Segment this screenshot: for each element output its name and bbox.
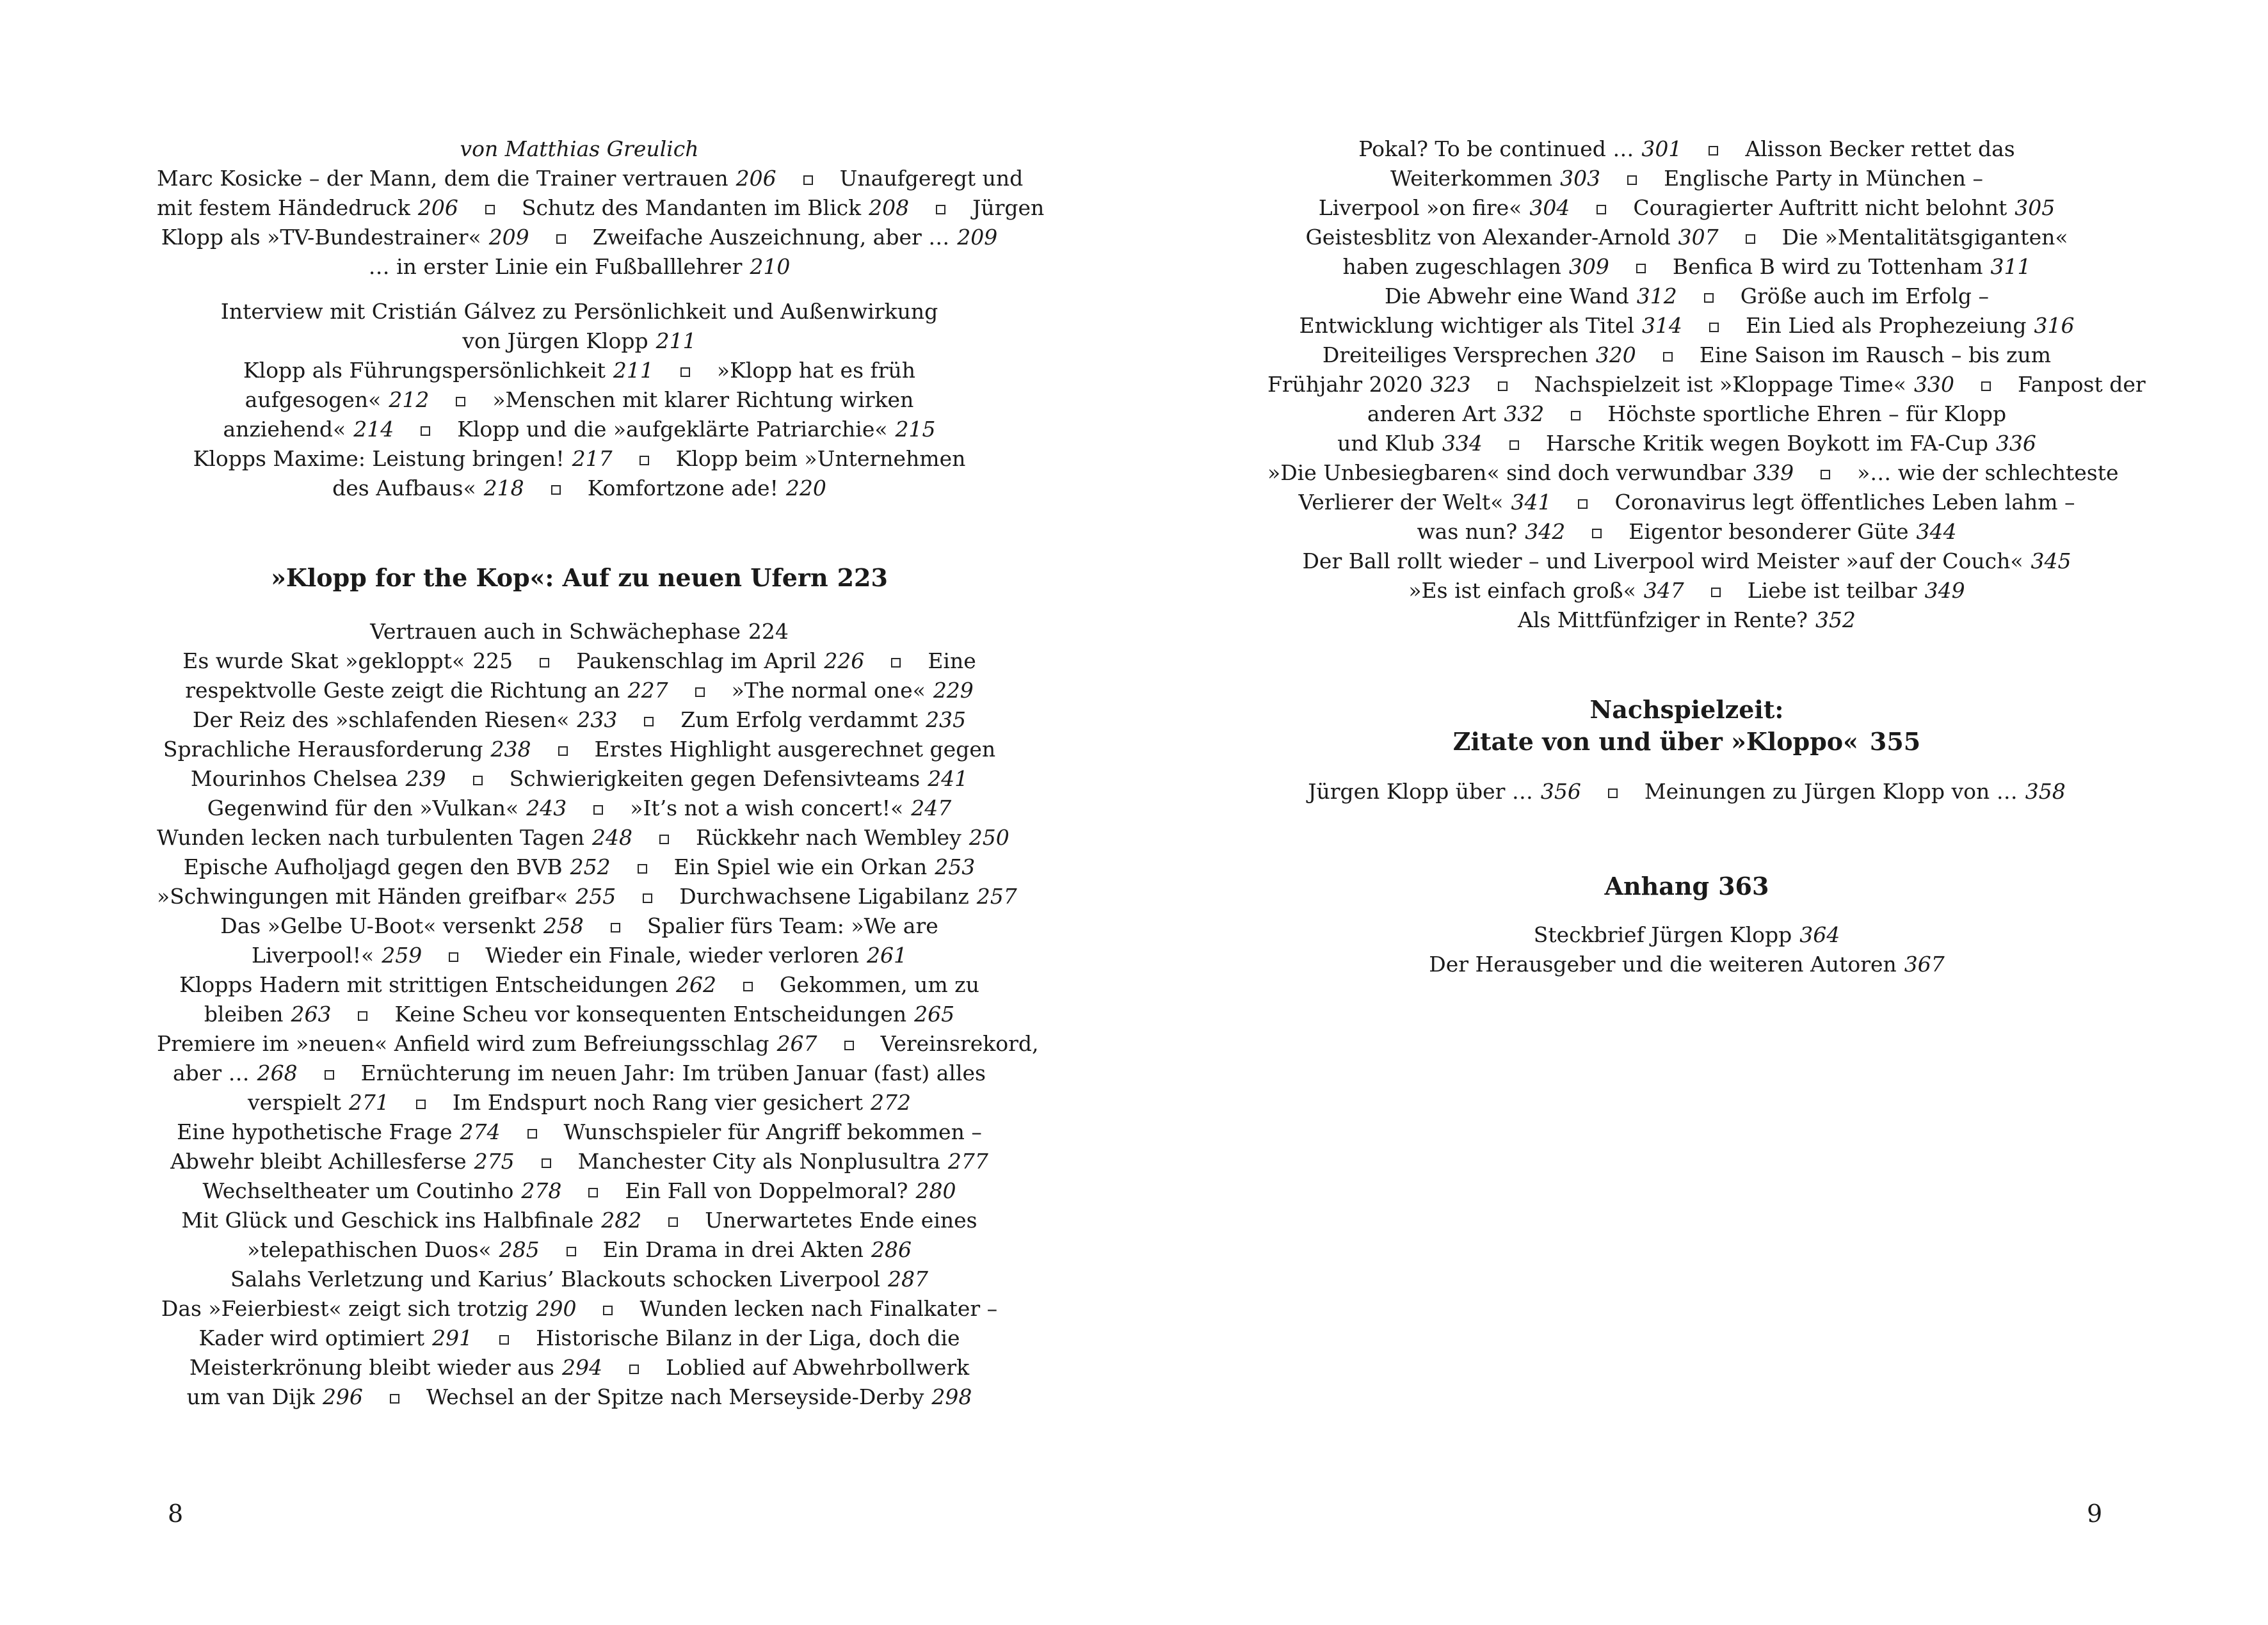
- page-number: 215: [895, 417, 936, 442]
- page-number: 349: [1924, 578, 1965, 603]
- square-separator-icon: [1711, 588, 1721, 597]
- left-page-contents: [157, 134, 1045, 1412]
- page-number: 250: [969, 825, 1009, 850]
- square-separator-icon: [1509, 440, 1519, 450]
- page-number: 261: [867, 943, 908, 968]
- page-number: 262: [676, 972, 717, 997]
- author-byline: von Jürgen Klopp: [462, 328, 648, 353]
- page-folio-right: 9: [2087, 1500, 2103, 1528]
- toc-block-liverpool-cont: Pokal? To be continued … 301 Alisson Becker rettet das Weiterkommen 303 Englische Party in München – Liverpool »on fire« 304 Couragierter Auftritt nicht belohnt 305 Geistesblitz von Alexander-Arnold 307 Die »Mentalitätsgiganten« haben zugeschlagen 309 Benfica B wird zu Tottenham 311 Die Abwehr eine Wand 312 Größe auch im Erfolg – Entwicklung wichtiger als Titel 314 Ein Lied als Prophezeiung 316 Dreiteiliges Versprechen 320 Eine Saison im Rausch – bis zum Frühjahr 2020 323 Nachspielzeit ist »Kloppage Time« 330 Fanpost der anderen Art 332 Höchste sportliche Ehren – für Klopp und Klub 334 Harsche Kritik wegen Boykott im FA-Cup 336 »Die Unbesiegbaren« sind doch verwundbar 339 »… wie der schlechteste Verlierer der Welt« 341 Coronavirus legt öffentliches Leben lahm – was nun? 342 Eigentor besonderer Güte 344 Der Ball rollt wieder – und Liverpool wird Meister »auf der Couch« 345 »Es ist einfach groß« 347 Liebe ist teilbar 349 Als Mittfünfziger in Rente? 352: [1267, 136, 2146, 632]
- section-heading: Anhang 363: [1604, 872, 1769, 901]
- page-number: 253: [935, 854, 976, 879]
- square-separator-icon: [668, 1217, 678, 1227]
- interview-title: Interview mit Cristián Gálvez zu Persönlichkeit und Außenwirkung: [220, 299, 938, 324]
- square-separator-icon: [1704, 293, 1714, 303]
- page-number: 233: [577, 707, 618, 732]
- page-number: 339: [1753, 460, 1794, 485]
- square-separator-icon: [527, 1129, 537, 1139]
- page-number: 304: [1529, 195, 1570, 220]
- square-separator-icon: [485, 205, 495, 214]
- square-separator-icon: [1663, 352, 1673, 362]
- page-number: 301: [1641, 136, 1682, 161]
- page-number: 211: [613, 358, 654, 383]
- page-number: 332: [1504, 401, 1545, 426]
- page-number: 345: [2031, 548, 2071, 573]
- square-separator-icon: [1608, 788, 1618, 798]
- page-number: 206: [736, 166, 776, 191]
- page-number: 241: [928, 766, 969, 791]
- page-number: 320: [1595, 342, 1636, 367]
- page-number: 344: [1916, 519, 1957, 544]
- square-separator-icon: [680, 367, 690, 377]
- page-number: 347: [1643, 578, 1684, 603]
- page-number: 267: [776, 1031, 817, 1056]
- square-separator-icon: [567, 1247, 576, 1256]
- square-separator-icon: [629, 1365, 639, 1374]
- page-number: 272: [870, 1090, 911, 1115]
- square-separator-icon: [421, 426, 430, 436]
- square-separator-icon: [556, 234, 566, 244]
- page-number: 280: [915, 1178, 956, 1203]
- page-number: 252: [570, 854, 611, 879]
- square-separator-icon: [1709, 146, 1718, 156]
- square-separator-icon: [1636, 264, 1646, 273]
- toc-entry-title: Klopps Maxime: Leistung bringen!: [193, 446, 565, 471]
- square-separator-icon: [1821, 470, 1830, 479]
- page-number: 248: [592, 825, 633, 850]
- page-number: 309: [1568, 254, 1609, 279]
- author-byline: von Matthias Greulich: [460, 136, 699, 161]
- page-number: 247: [911, 796, 952, 821]
- square-separator-icon: [638, 864, 647, 874]
- section-heading: »Klopp for the Kop«: Auf zu neuen Ufern 223: [271, 563, 888, 592]
- page-number: 334: [1442, 431, 1483, 456]
- page-number: 265: [914, 1002, 955, 1027]
- toc-entry-title: Marc Kosicke – der Mann, dem die Trainer vertrauen: [157, 166, 728, 191]
- section-page-number: 355: [1869, 727, 1921, 756]
- page-number: 268: [257, 1061, 298, 1085]
- square-separator-icon: [358, 1011, 367, 1021]
- page-number: 235: [926, 707, 967, 732]
- page-number: 209: [957, 225, 998, 250]
- page-number: 305: [2015, 195, 2055, 220]
- page-number: 364: [1799, 922, 1840, 947]
- page-number: 206: [417, 195, 458, 220]
- square-separator-icon: [551, 485, 561, 495]
- square-separator-icon: [1596, 205, 1606, 214]
- page-number: 258: [543, 913, 584, 938]
- page-number: 278: [521, 1178, 562, 1203]
- square-separator-icon: [643, 893, 652, 903]
- toc-block-quotes: Jürgen Klopp über … 356 Meinungen zu Jürgen Klopp von … 358: [1308, 779, 2066, 804]
- square-separator-icon: [803, 175, 813, 185]
- square-separator-icon: [1571, 411, 1580, 420]
- page-number: 274: [460, 1119, 501, 1144]
- page-number: 218: [483, 476, 524, 500]
- square-separator-icon: [743, 982, 753, 991]
- section-page-number: 363: [1718, 872, 1769, 901]
- square-separator-icon: [1746, 234, 1755, 244]
- page-number: 259: [382, 943, 422, 968]
- toc-entry-title: Komfortzone ade!: [587, 476, 778, 500]
- square-separator-icon: [1498, 381, 1508, 391]
- square-separator-icon: [473, 776, 483, 785]
- page-number: 367: [1904, 952, 1945, 977]
- page-number: 286: [871, 1237, 912, 1262]
- square-separator-icon: [456, 397, 465, 406]
- page-number: 275: [474, 1149, 515, 1174]
- toc-block-appendix: Steckbrief Jürgen Klopp 364 Der Herausgeber und die weiteren Autoren 367: [1429, 922, 1945, 977]
- page-number: 285: [499, 1237, 540, 1262]
- page-number: 294: [561, 1355, 602, 1380]
- square-separator-icon: [891, 658, 901, 668]
- page-number: 229: [933, 678, 974, 703]
- square-separator-icon: [603, 1306, 613, 1315]
- square-separator-icon: [936, 205, 945, 214]
- toc-entry-title: Schutz des Mandanten im Blick: [521, 195, 862, 220]
- page-number: 214: [353, 417, 394, 442]
- page-number: 255: [575, 884, 616, 909]
- toc-block-interview: Interview mit Cristián Gálvez zu Persönlichkeit und Außenwirkung von Jürgen Klopp 211 Klopp als Führungspersönlichkeit 211 »Klopp hat es früh aufgesogen« 212 »Menschen mit klarer Richtung wirken anziehend« 214 Klopp und die »aufgeklärte Patriarchie« 215 Klopps Maxime: Leistung bringen! 217 Klopp beim »Unternehmen des Aufbaus« 218 Komfortzone ade! 220: [157, 297, 1002, 503]
- page-number: 217: [572, 446, 613, 471]
- page-number: 323: [1430, 372, 1471, 397]
- square-separator-icon: [390, 1394, 399, 1404]
- page-number: 287: [887, 1267, 928, 1292]
- page-number: 227: [627, 678, 668, 703]
- right-page-contents: [1267, 134, 2146, 979]
- square-separator-icon: [611, 923, 620, 933]
- page-number: 298: [931, 1384, 972, 1409]
- page-number: 225: [472, 648, 513, 673]
- square-separator-icon: [1592, 529, 1602, 538]
- page-number: 303: [1560, 166, 1601, 191]
- page-number: 208: [869, 195, 910, 220]
- page-number: 352: [1815, 607, 1856, 632]
- page-number: 316: [2034, 313, 2075, 338]
- page-number: 330: [1913, 372, 1954, 397]
- square-separator-icon: [639, 456, 649, 465]
- page-number: 290: [536, 1296, 577, 1321]
- square-separator-icon: [558, 746, 568, 756]
- section-heading: Nachspielzeit: Zitate von und über »Kloppo« 355: [1452, 695, 1921, 756]
- page-number: 342: [1525, 519, 1566, 544]
- page-number: 226: [824, 648, 865, 673]
- page-number: 209: [488, 225, 529, 250]
- page-number: 239: [405, 766, 446, 791]
- square-separator-icon: [540, 658, 549, 668]
- square-separator-icon: [499, 1335, 509, 1345]
- page-number: 243: [526, 796, 567, 821]
- page-number: 282: [601, 1208, 642, 1233]
- page-number: 296: [322, 1384, 363, 1409]
- toc-entry-title: Vertrauen auch in Schwächephase: [370, 619, 741, 644]
- page-number: 314: [1641, 313, 1682, 338]
- square-separator-icon: [542, 1158, 551, 1168]
- page-folio-left: 8: [168, 1500, 184, 1528]
- square-separator-icon: [659, 835, 669, 844]
- page-number: 291: [432, 1325, 473, 1350]
- toc-entry-title: … in erster Linie ein Fußballlehrer: [368, 254, 743, 279]
- page-number: 224: [748, 619, 789, 644]
- square-separator-icon: [593, 805, 603, 815]
- square-separator-icon: [644, 717, 654, 726]
- section-page-number: 223: [837, 563, 888, 592]
- page-number: 307: [1678, 225, 1719, 250]
- page-number: 358: [2025, 779, 2066, 804]
- toc-entry-title: Zweifache Auszeichnung, aber …: [592, 225, 950, 250]
- page-number: 271: [348, 1090, 389, 1115]
- square-separator-icon: [1981, 381, 1991, 391]
- toc-block-liverpool: Vertrauen auch in Schwächephase 224 Es wurde Skat »gekloppt« 225 Paukenschlag im April 226 Eine respektvolle Geste zeigt die Richtung an 227 »The normal one« 229 Der Reiz des »schlafenden Riesen« 233 Zum Erfolg verdammt 235 Sprachliche Herausforderung 238 Erstes Highlight ausgerechnet gegen Mourinhos Chelsea 239 Schwierigkeiten gegen Defensivteams 241 Gegenwind für den »Vulkan« 243 »It’s not a wish concert!« 247 Wunden lecken nach turbulenten Tagen 248 Rückkehr nach Wembley 250 Epische Aufholjagd gegen den BVB 252 Ein Spiel wie ein Orkan 253 »Schwingungen mit Händen greifbar« 255 Durchwachsene Ligabilanz 257 Das »Gelbe U-Boot« versenkt 258 Spalier fürs Team: »We are Liverpool!« 259 Wieder ein Finale, wieder verloren 261 Klopps Hadern mit strittigen Entscheidungen 262 Gekommen, um zu bleiben 263 Keine Scheu vor konsequenten Entscheidungen 265 Premiere im »neuen« Anfield wird zum Befreiungsschlag 267 Vereinsrekord, aber … 268 Ernüchterung im neuen Jahr: Im trüben Januar (fast) alles verspielt 271 Im Endspurt noch Rang vier gesichert 272 Eine hypothetische Frage 274 Wunschspieler für Angriff bekommen – Abwehr bleibt Achillesferse 275 Manchester City als Nonplusultra 277 Wechseltheater um Coutinho 278 Ein Fall von Doppelmoral? 280 Mit Glück und Geschick ins Halbfinale 282 Unerwartetes Ende eines »telepathischen Duos« 285 Ein Drama in drei Akten 286 Salahs Verletzung und Karius’ Blackouts schocken Liverpool 287 Das »Feierbiest« zeigt sich trotzig 290 Wunden lecken nach Finalkater – Kader wird optimiert 291 Historische Bilanz in der Liga, doch die Meisterkrönung bleibt wieder aus 294 Loblied auf Abwehrbollwerk um van Dijk 296 Wechsel an der Spitze nach Merseyside-Derby 298: [157, 619, 1039, 1409]
- page-number: 336: [1995, 431, 2036, 456]
- page-number: 311: [1990, 254, 2031, 279]
- toc-entry-title: Klopp als Führungspersönlichkeit: [243, 358, 606, 383]
- square-separator-icon: [416, 1100, 426, 1109]
- square-separator-icon: [449, 952, 458, 962]
- page-number: 212: [389, 387, 430, 412]
- square-separator-icon: [695, 687, 705, 697]
- toc-entry-title: Klopp und die »aufgeklärte Patriarchie«: [457, 417, 888, 442]
- page-number: 341: [1511, 490, 1552, 515]
- square-separator-icon: [1627, 175, 1637, 185]
- square-separator-icon: [1578, 499, 1588, 509]
- page-number: 356: [1540, 779, 1581, 804]
- page-number: 263: [291, 1002, 332, 1027]
- square-separator-icon: [325, 1070, 334, 1080]
- page-number: 238: [490, 737, 531, 762]
- square-separator-icon: [844, 1041, 854, 1050]
- page-number: 257: [976, 884, 1017, 909]
- square-separator-icon: [1709, 323, 1719, 332]
- page-number: 312: [1636, 284, 1677, 308]
- page-number: 210: [750, 254, 791, 279]
- toc-block-kosicke: von Matthias Greulich Marc Kosicke – der Mann, dem die Trainer vertrauen 206 Unaufgeregt und mit festem Händedruck 206 Schutz des Mandanten im Blick 208 Jürgen Klopp als »TV-Bundestrainer« 209 Zweifache Auszeichnung, aber … 209 … in erster Linie ein Fußballlehrer 210: [157, 134, 1002, 282]
- square-separator-icon: [588, 1188, 598, 1197]
- page-number: 211: [655, 328, 696, 353]
- page-number: 220: [785, 476, 826, 500]
- page-number: 277: [947, 1149, 988, 1174]
